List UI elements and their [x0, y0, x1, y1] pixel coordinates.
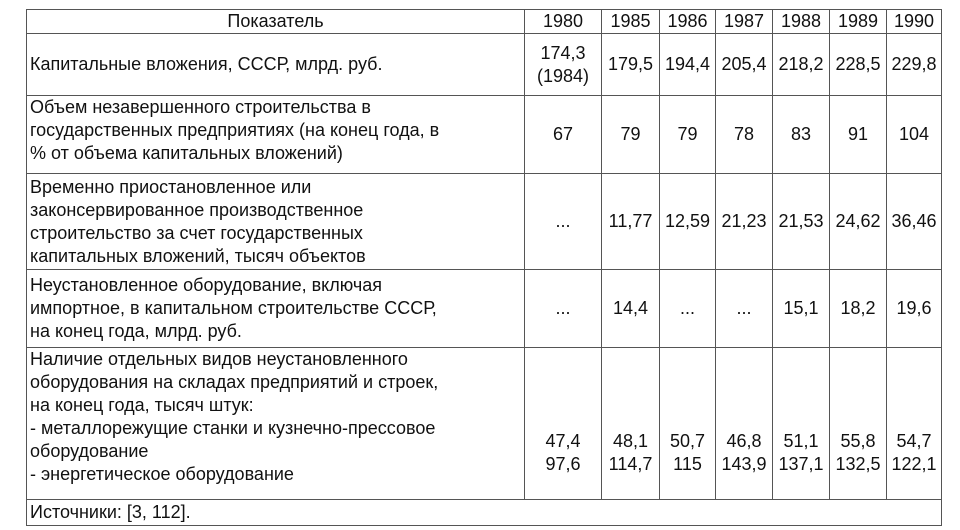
value-text: 179,5 [607, 54, 654, 74]
table-row [27, 270, 942, 348]
row-label [27, 34, 525, 96]
row-label [27, 174, 525, 270]
row-label-line: % от объема капитальных вложений) [30, 143, 343, 163]
row-label [27, 348, 525, 500]
row-label-line: законсервированное производственное [30, 199, 364, 220]
value-text: 36,46 [891, 211, 937, 231]
value-cell [525, 96, 602, 174]
value-text: 104 [898, 124, 930, 144]
value-cell [773, 96, 830, 174]
header-year: 1988 [773, 10, 830, 34]
value-cell [887, 348, 942, 500]
header-indicator: Показатель [27, 10, 525, 34]
value-cell [716, 348, 773, 500]
value-cell [830, 270, 887, 348]
value-cell [830, 174, 887, 270]
value-cell [660, 348, 716, 500]
value-text: 132,5 [835, 454, 881, 474]
value-text: 15,1 [783, 298, 819, 318]
row-label-line: строительство за счет государственных [30, 222, 363, 243]
row-label-line: - металлорежущие станки и кузнечно-прессовое [30, 418, 436, 438]
row-label-line: оборудование [30, 441, 149, 461]
value-cell [773, 270, 830, 348]
row-label-line: на конец года, тысяч штук: [30, 395, 254, 415]
value-text: 137,1 [778, 454, 824, 474]
value-cell [525, 34, 602, 96]
header-row [27, 10, 942, 34]
value-text: 194,4 [664, 54, 711, 74]
value-cell [525, 174, 602, 270]
value-text: 79 [620, 124, 641, 144]
value-cell [773, 348, 830, 500]
row-label-line: капитальных вложений, тысяч объектов [30, 245, 366, 266]
value-cell [660, 270, 716, 348]
value-text: ... [555, 298, 571, 318]
value-cell [887, 96, 942, 174]
value-cell [525, 348, 602, 500]
value-cell [602, 34, 660, 96]
row-label-line: импортное, в капитальном строительстве СССР, [30, 298, 437, 318]
value-text: 67 [552, 124, 574, 144]
row-label-line: Наличие отдельных видов неустановленного [30, 349, 408, 369]
table-row [27, 96, 942, 174]
value-text: 174,3 [540, 42, 586, 63]
value-text: ... [679, 298, 695, 318]
value-text: 12,59 [664, 211, 711, 231]
value-cell [773, 34, 830, 96]
row-label [27, 96, 525, 174]
value-text: 115 [673, 454, 702, 474]
value-cell [830, 34, 887, 96]
row-label-line: Неустановленное оборудование, включая [30, 275, 382, 295]
value-cell [830, 96, 887, 174]
value-cell [716, 34, 773, 96]
source-note: Источники: [3, 112]. [27, 500, 942, 526]
row-label-line: оборудования на складах предприятий и строек, [30, 372, 439, 392]
row-label-line: - энергетическое оборудование [30, 464, 294, 484]
value-text: 83 [790, 124, 812, 144]
value-text: 143,9 [721, 454, 767, 474]
value-text: 122,1 [891, 454, 937, 474]
value-text: 50,7 [669, 431, 706, 451]
value-text: 18,2 [840, 298, 876, 318]
value-text: 54,7 [896, 431, 932, 451]
statistics-table [26, 9, 942, 526]
value-text: 91 [847, 124, 869, 144]
value-text: 19,6 [896, 298, 932, 318]
row-label-line: на конец года, млрд. руб. [30, 321, 242, 341]
row-label-line: Капитальные вложения, СССР, млрд. руб. [30, 54, 383, 74]
header-year: 1989 [830, 10, 887, 34]
value-cell [716, 174, 773, 270]
value-text: 47,4 [545, 431, 581, 451]
value-text: ... [736, 298, 752, 318]
value-cell [602, 348, 660, 500]
value-cell [602, 174, 660, 270]
value-text: 218,2 [778, 54, 824, 74]
value-cell [887, 34, 942, 96]
value-text: 114,7 [608, 454, 653, 474]
value-text: 51,1 [783, 431, 819, 451]
value-cell [660, 34, 716, 96]
value-cell [660, 96, 716, 174]
header-year: 1986 [660, 10, 716, 34]
value-text: 205,4 [721, 54, 767, 74]
value-text: ... [555, 211, 571, 231]
value-cell [602, 96, 660, 174]
header-year: 1980 [525, 10, 602, 34]
value-cell [887, 270, 942, 348]
source-row [27, 500, 942, 526]
value-cell [716, 270, 773, 348]
value-text: 11,77 [608, 211, 653, 231]
value-text: 48,1 [612, 431, 649, 451]
table-row [27, 174, 942, 270]
value-text: 21,53 [778, 211, 824, 231]
value-text: 24,62 [835, 211, 881, 231]
table-row [27, 34, 942, 96]
row-label-line: Временно приостановленное или [30, 176, 312, 197]
value-text: 46,8 [726, 431, 762, 451]
row-label [27, 270, 525, 348]
value-text: 229,8 [891, 54, 937, 74]
value-text: (1984) [536, 65, 590, 86]
value-text: 97,6 [545, 454, 581, 474]
value-cell [887, 174, 942, 270]
value-cell [525, 270, 602, 348]
value-cell [830, 348, 887, 500]
header-year: 1990 [887, 10, 942, 34]
value-text: 55,8 [840, 431, 876, 451]
value-cell [660, 174, 716, 270]
table-row [27, 348, 942, 500]
value-text: 79 [677, 124, 698, 144]
row-label-line: Объем незавершенного строительства в [30, 97, 371, 117]
value-cell [602, 270, 660, 348]
row-label-line: государственных предприятиях (на конец года, в [30, 120, 440, 140]
value-cell [716, 96, 773, 174]
value-cell [773, 174, 830, 270]
value-text: 78 [733, 124, 755, 144]
header-year: 1987 [716, 10, 773, 34]
header-year: 1985 [602, 10, 660, 34]
value-text: 228,5 [835, 54, 881, 74]
value-text: 21,23 [721, 211, 767, 231]
value-text: 14,4 [612, 298, 649, 318]
